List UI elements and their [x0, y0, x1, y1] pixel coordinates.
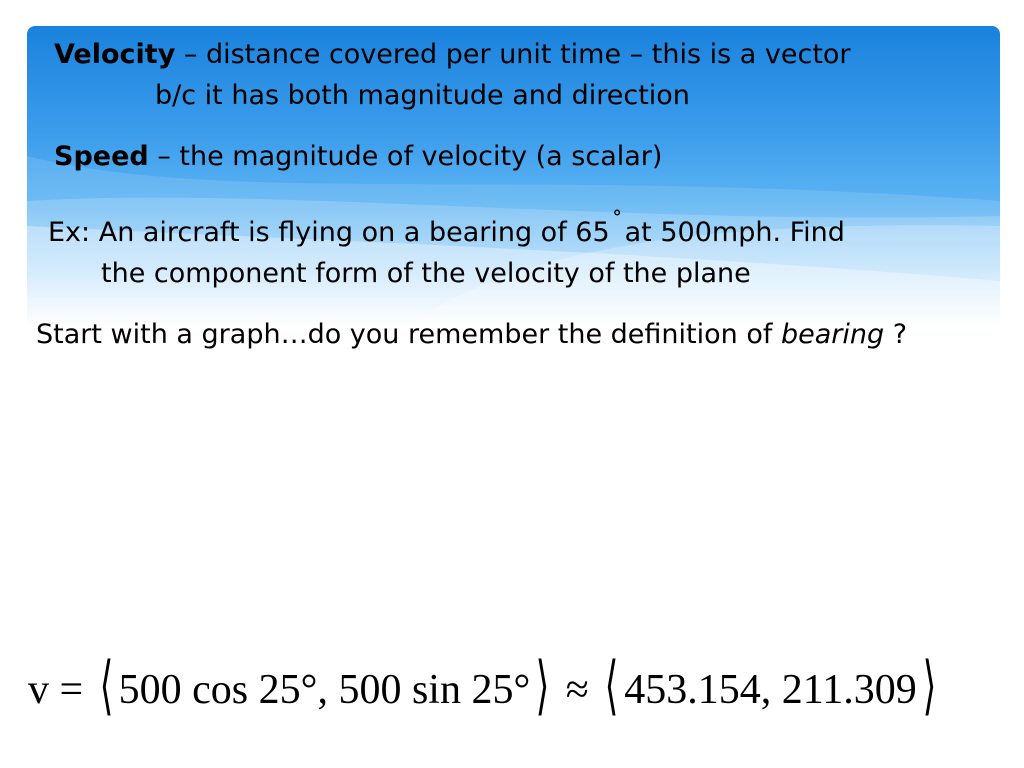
example-line1 — [48, 210, 845, 252]
equation-lhs: v — [28, 667, 49, 713]
equation-expression: 500 cos 25°, 500 sin 25° — [118, 667, 531, 713]
example-text-end: at 500mph. Find — [624, 217, 845, 248]
speed-definition-text: – the magnitude of velocity (a scalar) — [148, 141, 663, 172]
example-text-start: Ex: An aircraft is flying on a bearing of 65 — [48, 217, 610, 248]
velocity-definition: – distance covered per unit time – this is a vector — [175, 39, 851, 70]
equation-equals: = — [49, 667, 94, 713]
velocity-definition-line1 — [54, 38, 851, 72]
bearing-prompt — [36, 318, 907, 352]
degree-symbol: ˚ — [611, 210, 623, 235]
velocity-equation — [28, 652, 998, 723]
equation-result: 453.154, 211.309 — [624, 667, 917, 713]
prompt-question-mark: ? — [884, 319, 908, 350]
velocity-term: Velocity — [54, 39, 176, 70]
left-angle-bracket: ⟨ — [99, 650, 114, 721]
prompt-italic-word: bearing — [780, 319, 885, 350]
left-angle-bracket-result: ⟨ — [604, 650, 619, 721]
prompt-text: Start with a graph…do you remember the definition of — [36, 319, 781, 350]
speed-term: Speed — [54, 141, 149, 172]
right-angle-bracket: ⟩ — [535, 650, 550, 721]
velocity-definition-line2: b/c it has both magnitude and direction — [155, 80, 690, 111]
right-angle-bracket-result: ⟩ — [922, 650, 937, 721]
equation-approx: ≈ — [555, 667, 600, 713]
example-line2: the component form of the velocity of the plane — [101, 258, 751, 289]
speed-definition — [54, 140, 662, 174]
